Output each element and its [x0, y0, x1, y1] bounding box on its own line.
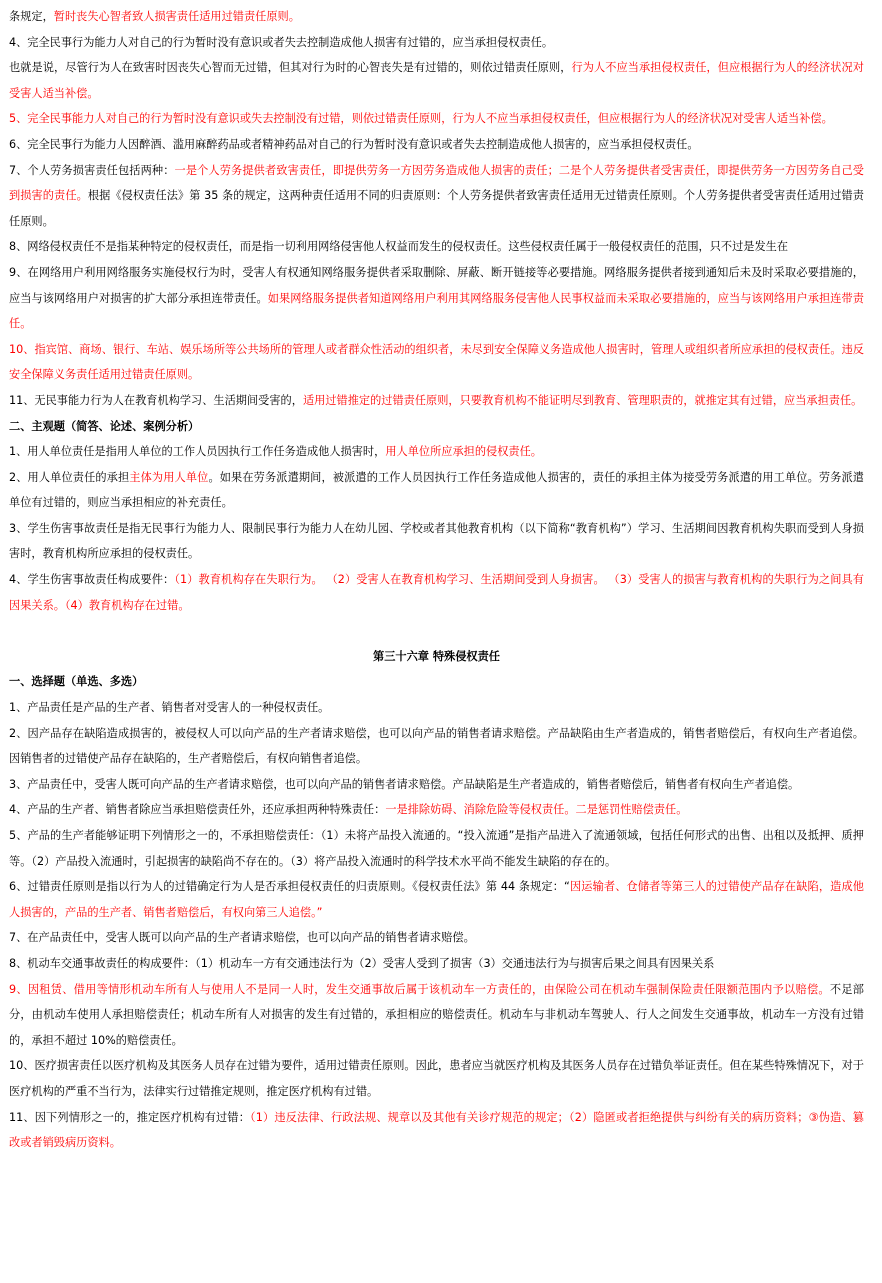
- para-c10: [9, 1053, 864, 1104]
- text-segment: 6、完全民事行为能力人因醉酒、滥用麻醉药品或者精神药品对自己的行为暂时没有意识或者失去控制造成他人损害的，应当承担侵权责任。: [9, 137, 699, 151]
- text-segment: 也就是说，尽管行为人在致害时因丧失心智而无过错，但其对行为时的心智丧失是有过错的，则依过错责任原则，: [9, 61, 572, 75]
- highlighted-text: 主体为用人单位: [129, 470, 209, 484]
- para-c2: [9, 721, 864, 772]
- para-4: [9, 30, 864, 56]
- text-segment: 条规定，: [9, 10, 54, 23]
- section-subjective: [9, 414, 864, 440]
- text-segment: 一、选择题（单选、多选）: [9, 675, 144, 689]
- text-segment: 2、因产品存在缺陷造成损害的，被侵权人可以向产品的生产者请求赔偿，也可以向产品的销售者请求赔偿。产品缺陷由生产者造成的，销售者赔偿后，有权向生产者追偿。因销售者的过错使产品存在缺陷的，生产者赔偿后，有权向销售者追偿。: [9, 726, 864, 766]
- highlighted-text: 行为人不应当承担侵权责任，但应根据行为人的经济状况对受害人适当补偿。: [9, 61, 864, 100]
- para-c7: [9, 925, 864, 951]
- para-c6: [9, 874, 864, 925]
- highlighted-text: 5、完全民事能力人对自己的行为暂时没有意识或失去控制没有过错，则依过错责任原则，行为人不应当承担侵权责任，但应根据行为人的经济状况对受害人适当补偿。: [9, 112, 833, 126]
- para-11: [9, 388, 864, 414]
- para-10: [9, 337, 864, 388]
- text-segment: 3、产品责任中，受害人既可向产品的生产者请求赔偿，也可以向产品的销售者请求赔偿。产品缺陷是生产者造成的，销售者赔偿后，销售者有权向生产者追偿。: [9, 777, 800, 791]
- text-segment: 11、因下列情形之一的，推定医疗机构有过错：: [9, 1110, 251, 1124]
- para-s3: [9, 516, 864, 567]
- text-segment: 。如果在劳务派遣期间，被派遣的工作人员因执行工作任务造成他人损害的，责任的承担主体为接受劳务派遣的用工单位。劳务派遣单位有过错的，则应当承担相应的补充责任。: [9, 470, 864, 510]
- highlighted-text: 用人单位所应承担的侵权责任。: [385, 445, 542, 459]
- text-segment: 10、医疗损害责任以医疗机构及其医务人员存在过错为要件，适用过错责任原则。因此，患者应当就医疗机构及其医务人员存在过错负举证责任。但在某些特殊情况下，对于医疗机构的严重不当行为，法律实行过错推定规则，推定医疗机构有过错。: [9, 1059, 864, 1098]
- chapter-title: [9, 644, 864, 670]
- text-segment: 2、用人单位责任的承担: [9, 470, 130, 484]
- para-c1: [9, 695, 864, 721]
- text-segment: 8、网络侵权责任不是指某种特定的侵权责任，而是指一切利用网络侵害他人权益而发生的侵权责任。这些侵权责任属于一般侵权责任的范围，只不过是发生在: [9, 240, 789, 254]
- para-explain: [9, 55, 864, 106]
- para-top: [9, 4, 864, 30]
- para-s2: [9, 465, 864, 516]
- text-segment: 8、机动车交通事故责任的构成要件：（1）机动车一方有交通违法行为（2）受害人受到了损害（3）交通违法行为与损害后果之间具有因果关系: [9, 956, 715, 970]
- highlighted-text: 9、因租赁、借用等情形机动车所有人与使用人不是同一人时，发生交通事故后属于该机动车一方责任的，由保险公司在机动车强制保险责任限额范围内予以赔偿。: [9, 982, 830, 996]
- text-segment: 1、产品责任是产品的生产者、销售者对受害人的一种侵权责任。: [9, 701, 330, 715]
- highlighted-text: 10、指宾馆、商场、银行、车站、娱乐场所等公共场所的管理人或者群众性活动的组织者，未尽到安全保障义务造成他人损害时，管理人或组织者所应承担的侵权责任。违反安全保障义务责任适用过错责任原则。: [9, 342, 864, 382]
- para-7: [9, 158, 864, 235]
- highlighted-text: 适用过错推定的过错责任原则，只要教育机构不能证明尽到教育、管理职责的，就推定其有过错，应当承担责任。: [302, 393, 863, 407]
- text-segment: 4、产品的生产者、销售者除应当承担赔偿责任外，还应承担两种特殊责任：: [9, 803, 386, 817]
- text-segment: 根据《侵权责任法》第 35 条的规定，这两种责任适用不同的归责原则：个人劳务提供者致害责任适用无过错责任原则。个人劳务提供者受害责任适用过错责任原则。: [9, 189, 864, 228]
- text-segment: 第三十六章 特殊侵权责任: [373, 649, 500, 663]
- para-6: [9, 132, 864, 158]
- highlighted-text: 一是个人劳务提供者致害责任，即提供劳务一方因劳务造成他人损害的责任；二是个人劳务提供者受害责任，即提供劳务一方因劳务自己受到损害的责任。: [9, 163, 864, 203]
- text-segment: 7、个人劳务损害责任包括两种：: [9, 163, 175, 177]
- para-c3: [9, 772, 864, 798]
- highlighted-text: （1）教育机构存在失职行为。 （2）受害人在教育机构学习、生活期间受到人身损害。 （3）受害人的损害与教育机构的失职行为之间具有因果关系。（4）教育机构存在过错。: [9, 573, 864, 612]
- para-c4: [9, 797, 864, 823]
- para-c9: [9, 977, 864, 1054]
- para-s4: [9, 567, 864, 618]
- section-choice: [9, 669, 864, 695]
- text-segment: 6、过错责任原则是指以行为人的过错确定行为人是否承担侵权责任的归责原则。《侵权责任法》第 44 条规定：“: [9, 880, 570, 894]
- highlighted-text: 一是排除妨碍、消除危险等侵权责任。二是惩罚性赔偿责任。: [385, 803, 688, 817]
- text-segment: 4、学生伤害事故责任构成要件：: [9, 573, 175, 587]
- para-c5: [9, 823, 864, 874]
- para-c8: [9, 951, 864, 977]
- text-segment: 二、主观题（简答、论述、案例分析）: [9, 419, 200, 433]
- text-segment: 4、完全民事行为能力人对自己的行为暂时没有意识或者失去控制造成他人损害有过错的，应当承担侵权责任。: [9, 35, 554, 49]
- para-9: [9, 260, 864, 337]
- highlighted-text: （1）违反法律、行政法规、规章以及其他有关诊疗规范的规定；（2）隐匿或者拒绝提供与纠纷有关的病历资料；③伪造、篡改或者销毁病历资料。: [9, 1110, 864, 1150]
- text-segment: 1、用人单位责任是指用人单位的工作人员因执行工作任务造成他人损害时，: [9, 445, 386, 459]
- para-s1: [9, 439, 864, 465]
- text-segment: 9、在网络用户利用网络服务实施侵权行为时，受害人有权通知网络服务提供者采取删除、屏蔽、断开链接等必要措施。网络服务提供者接到通知后未及时采取必要措施的，应当与该网络用户对损害的扩大部分承担连带责任。: [9, 265, 864, 305]
- para-5: [9, 106, 864, 132]
- text-segment: 11、无民事能力行为人在教育机构学习、生活期间受害的，: [9, 393, 303, 407]
- text-segment: 不足部分，由机动车使用人承担赔偿责任；机动车所有人对损害的发生有过错的，承担相应的赔偿责任。机动车与非机动车驾驶人、行人之间发生交通事故，机动车一方没有过错的，承担不超过 10%的赔偿责任。: [9, 982, 864, 1047]
- highlighted-text: 因运输者、仓储者等第三人的过错使产品存在缺陷，造成他人损害的，产品的生产者、销售者赔偿后，有权向第三人追偿。”: [9, 880, 864, 919]
- para-c11: [9, 1105, 864, 1156]
- highlighted-text: 暂时丧失心智者致人损害责任适用过错责任原则。: [53, 10, 300, 23]
- para-8: [9, 234, 864, 260]
- text-segment: 7、在产品责任中，受害人既可以向产品的生产者请求赔偿，也可以向产品的销售者请求赔偿。: [9, 931, 475, 945]
- text-segment: 5、产品的生产者能够证明下列情形之一的，不承担赔偿责任：（1）未将产品投入流通的。“投入流通”是指产品进入了流通领域，包括任何形式的出售、出租以及抵押、质押等。（2）产品投入流通时，引起损害的缺陷尚不存在的。（3）将产品投入流通时的科学技术水平尚不能发生缺陷的存在的。: [9, 829, 864, 868]
- text-segment: 3、学生伤害事故责任是指无民事行为能力人、限制民事行为能力人在幼儿园、学校或者其他教育机构（以下简称“教育机构”）学习、生活期间因教育机构失职而受到人身损害时，教育机构所应承担的侵权责任。: [9, 521, 864, 561]
- highlighted-text: 如果网络服务提供者知道网络用户利用其网络服务侵害他人民事权益而未采取必要措施的，应当与该网络用户承担连带责任。: [9, 291, 864, 331]
